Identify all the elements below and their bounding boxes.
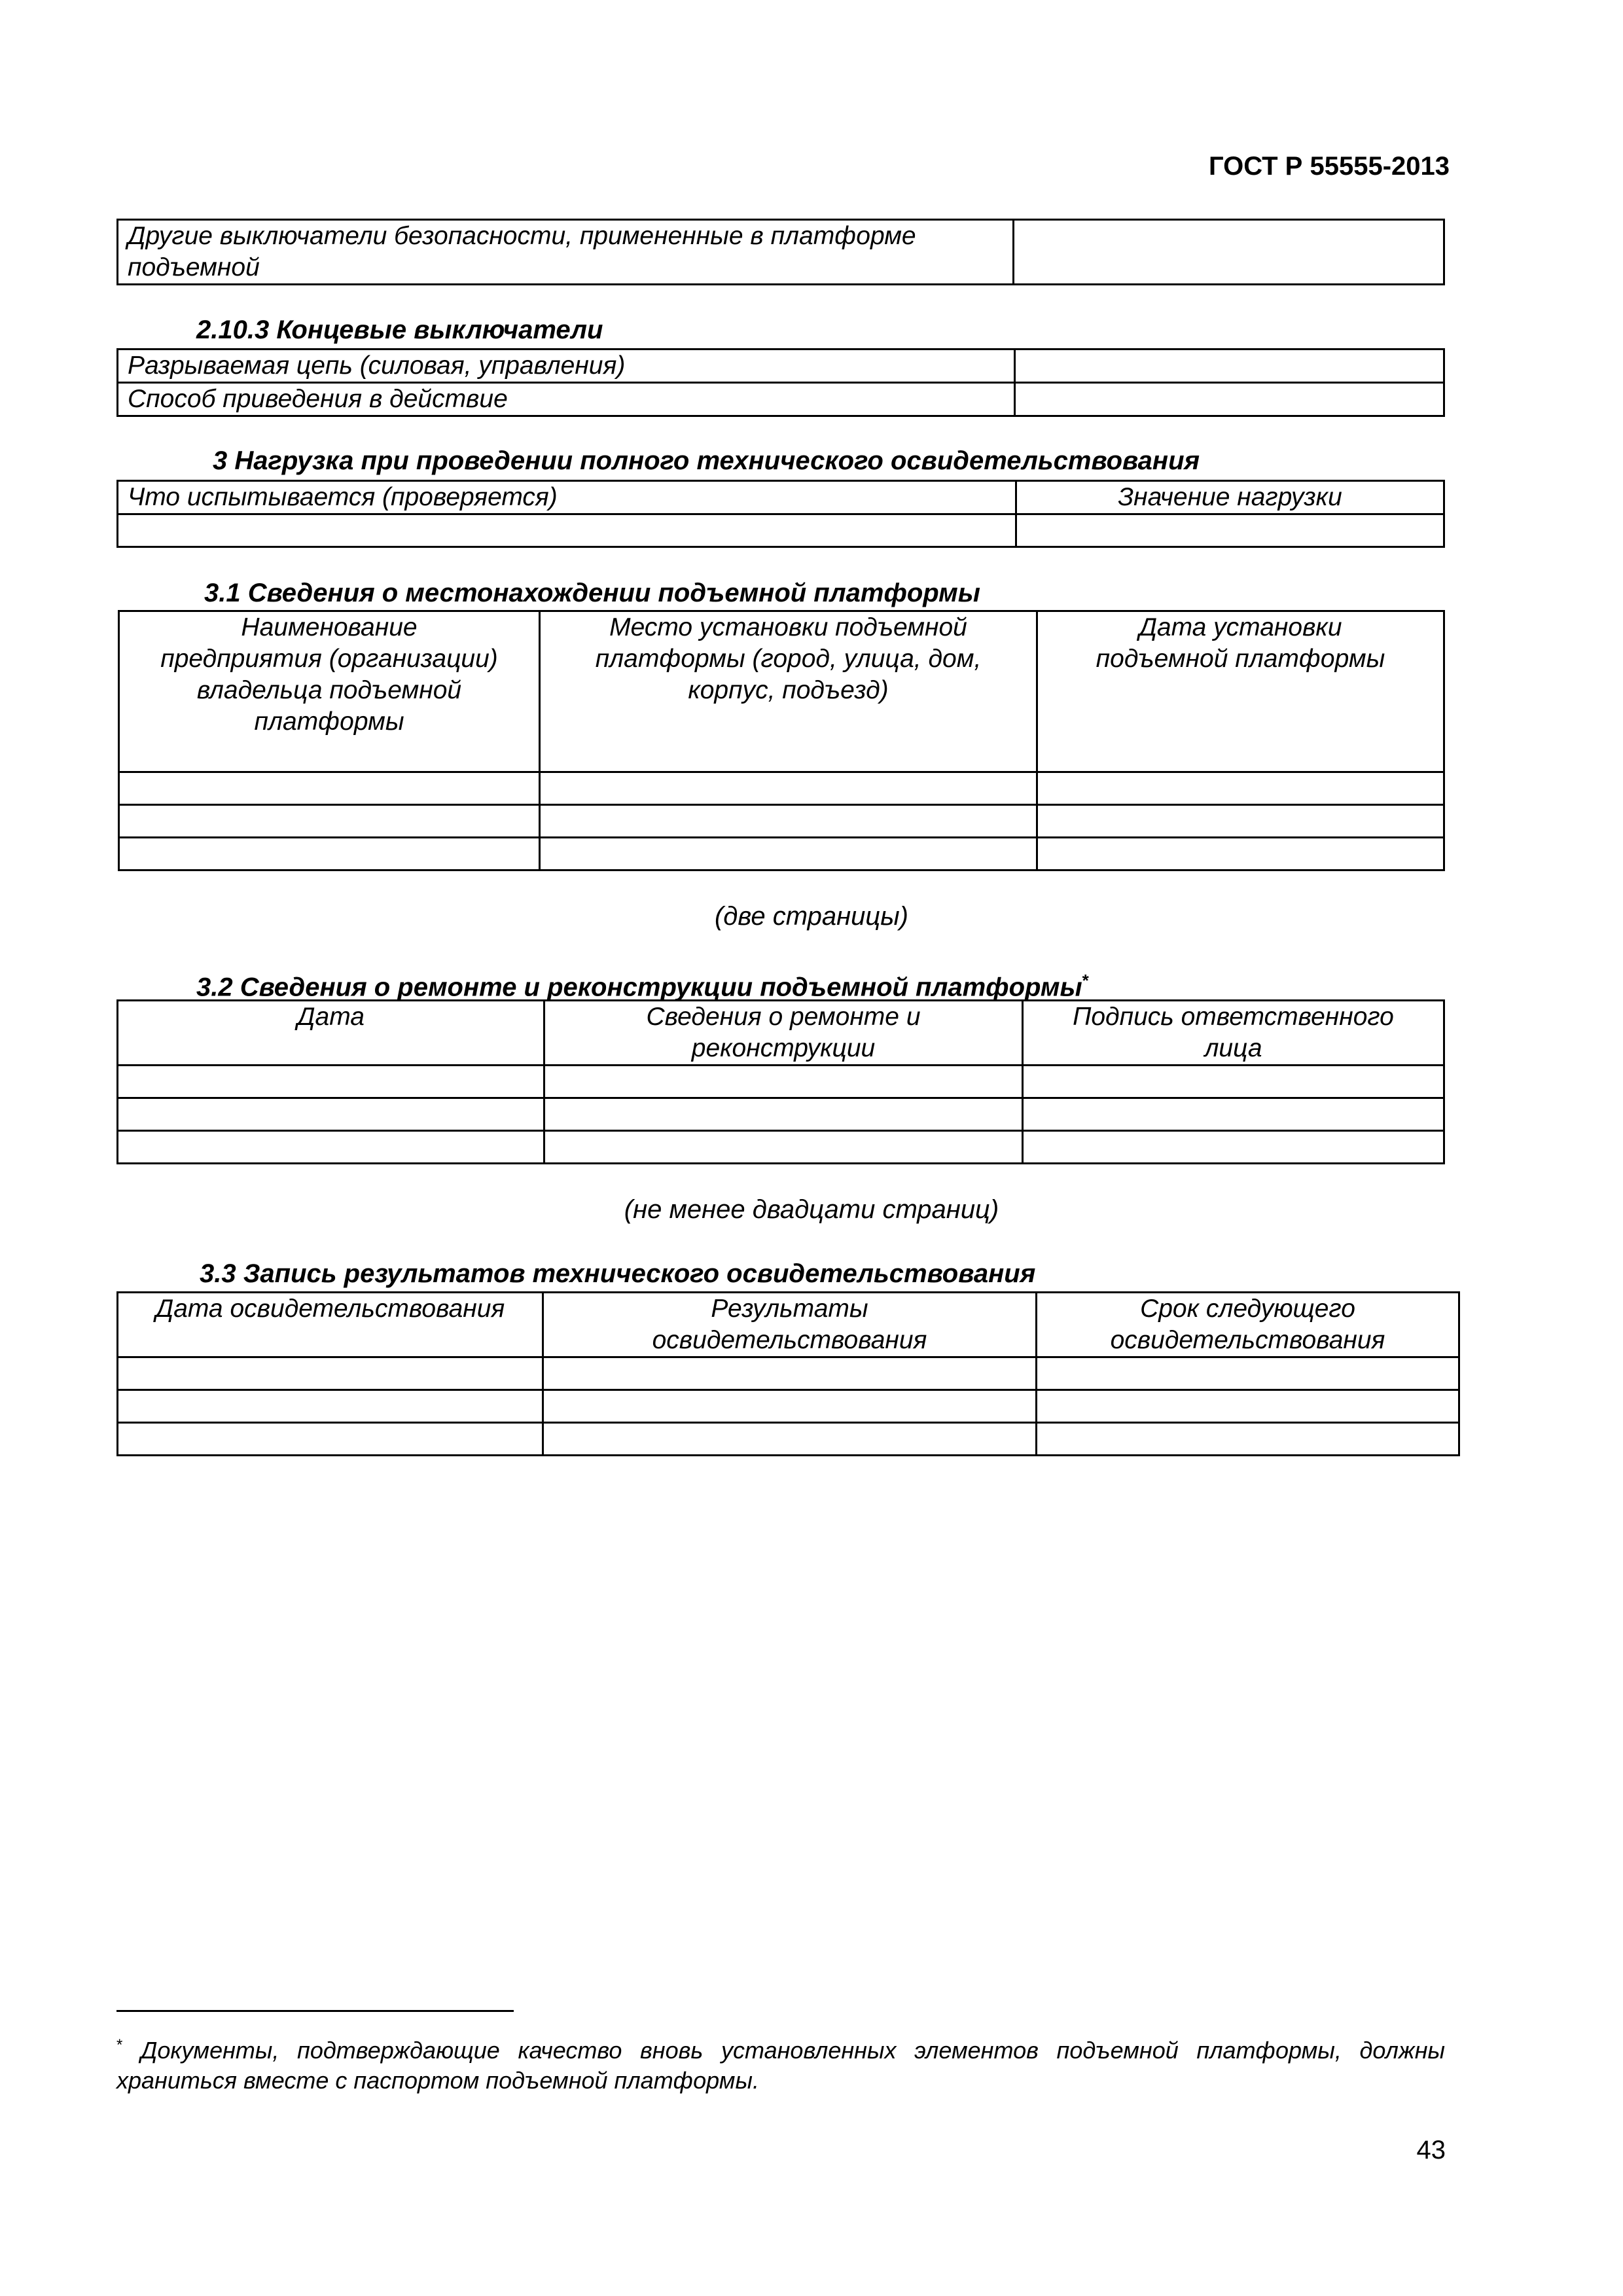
table-cell xyxy=(1037,1390,1459,1423)
table-cell xyxy=(119,805,540,838)
table-header-cell: Дата освидетельствования xyxy=(118,1293,543,1357)
table-header-cell: Срок следующего освидетельствования xyxy=(1037,1293,1459,1357)
table-cell: Разрываемая цепь (силовая, управления) xyxy=(118,350,1015,383)
table-row xyxy=(118,1357,1459,1390)
table-header-row xyxy=(118,1001,1444,1066)
footnote-mark: * xyxy=(1082,971,1089,990)
table-row xyxy=(118,1066,1444,1098)
location-table xyxy=(118,610,1445,871)
table-cell xyxy=(1037,805,1444,838)
table-cell xyxy=(1037,1357,1459,1390)
section-2-10-3-title: 2.10.3 Концевые выключатели xyxy=(196,315,603,344)
table-header-row xyxy=(118,1293,1459,1357)
table-cell xyxy=(1014,220,1444,285)
table-row xyxy=(118,1390,1459,1423)
limit-switches-table xyxy=(116,348,1445,417)
table-header-cell: Что испытывается (проверяется) xyxy=(118,481,1016,514)
table-cell xyxy=(1037,1423,1459,1456)
table-cell xyxy=(118,1131,544,1164)
table-cell xyxy=(118,1098,544,1131)
footnote-mark: * xyxy=(116,2036,123,2054)
table-row xyxy=(118,1098,1444,1131)
table-cell xyxy=(540,772,1037,805)
repair-table xyxy=(116,999,1445,1164)
footnote xyxy=(116,2030,1445,2096)
table-cell xyxy=(1015,383,1444,416)
table-row xyxy=(118,1131,1444,1164)
table-cell xyxy=(1023,1098,1444,1131)
table-cell xyxy=(118,1390,543,1423)
section-3-title: 3 Нагрузка при проведении полного технического освидетельствования xyxy=(213,446,1200,475)
table-row xyxy=(118,350,1444,383)
table-cell xyxy=(118,514,1016,547)
table-cell xyxy=(1015,350,1444,383)
section-3-1-note: (две страницы) xyxy=(714,902,909,931)
other-switches-table xyxy=(116,219,1445,285)
table-row xyxy=(118,1423,1459,1456)
table-header-row xyxy=(118,481,1444,514)
section-3-2-title: 3.2 Сведения о ремонте и реконструкции подъемной платформы* xyxy=(196,971,1089,1002)
table-cell: Другие выключатели безопасности, примененные в платформе подъемной xyxy=(118,220,1014,285)
table-header-cell: Дата xyxy=(118,1001,544,1066)
table-header-cell: Значение нагрузки xyxy=(1016,481,1444,514)
page-number: 43 xyxy=(1416,2136,1446,2164)
table-header-cell: Сведения о ремонте и реконструкции xyxy=(544,1001,1023,1066)
table-header-cell: Наименование предприятия (организации) владельца подъемной платформы xyxy=(119,611,540,772)
table-header-cell: Результаты освидетельствования xyxy=(543,1293,1037,1357)
section-3-2-note: (не менее двадцати страниц) xyxy=(624,1195,999,1224)
table-cell xyxy=(1023,1131,1444,1164)
table-cell xyxy=(544,1131,1023,1164)
table-cell xyxy=(540,805,1037,838)
table-cell: Способ приведения в действие xyxy=(118,383,1015,416)
table-cell xyxy=(543,1423,1037,1456)
table-row xyxy=(118,220,1444,285)
section-3-3-title: 3.3 Запись результатов технического освидетельствования xyxy=(200,1259,1036,1288)
table-header-cell: Подпись ответственного лица xyxy=(1023,1001,1444,1066)
table-cell xyxy=(1023,1066,1444,1098)
table-header-cell: Дата установки подъемной платформы xyxy=(1037,611,1444,772)
table-cell xyxy=(1016,514,1444,547)
table-cell xyxy=(1037,838,1444,870)
table-cell xyxy=(1037,772,1444,805)
document-code: ГОСТ Р 55555-2013 xyxy=(1208,152,1450,181)
load-table xyxy=(116,480,1445,548)
table-row xyxy=(118,514,1444,547)
table-cell xyxy=(119,838,540,870)
footnote-separator xyxy=(116,2010,514,2012)
section-3-1-title: 3.1 Сведения о местонахождении подъемной платформы xyxy=(204,579,980,607)
table-row xyxy=(118,383,1444,416)
table-row xyxy=(119,772,1444,805)
inspection-table xyxy=(116,1291,1460,1456)
table-cell xyxy=(118,1357,543,1390)
table-cell xyxy=(544,1066,1023,1098)
table-cell xyxy=(118,1066,544,1098)
table-row xyxy=(119,805,1444,838)
table-row xyxy=(119,838,1444,870)
table-cell xyxy=(540,838,1037,870)
table-cell xyxy=(543,1390,1037,1423)
table-header-cell: Место установки подъемной платформы (город, улица, дом, корпус, подъезд) xyxy=(540,611,1037,772)
footnote-text: Документы, подтверждающие качество вновь установленных элементов подъемной платформы, должны храниться вместе с паспортом подъемной платформы. xyxy=(116,2037,1446,2094)
table-cell xyxy=(118,1423,543,1456)
table-cell xyxy=(544,1098,1023,1131)
table-cell xyxy=(543,1357,1037,1390)
table-cell xyxy=(119,772,540,805)
table-header-row xyxy=(119,611,1444,772)
